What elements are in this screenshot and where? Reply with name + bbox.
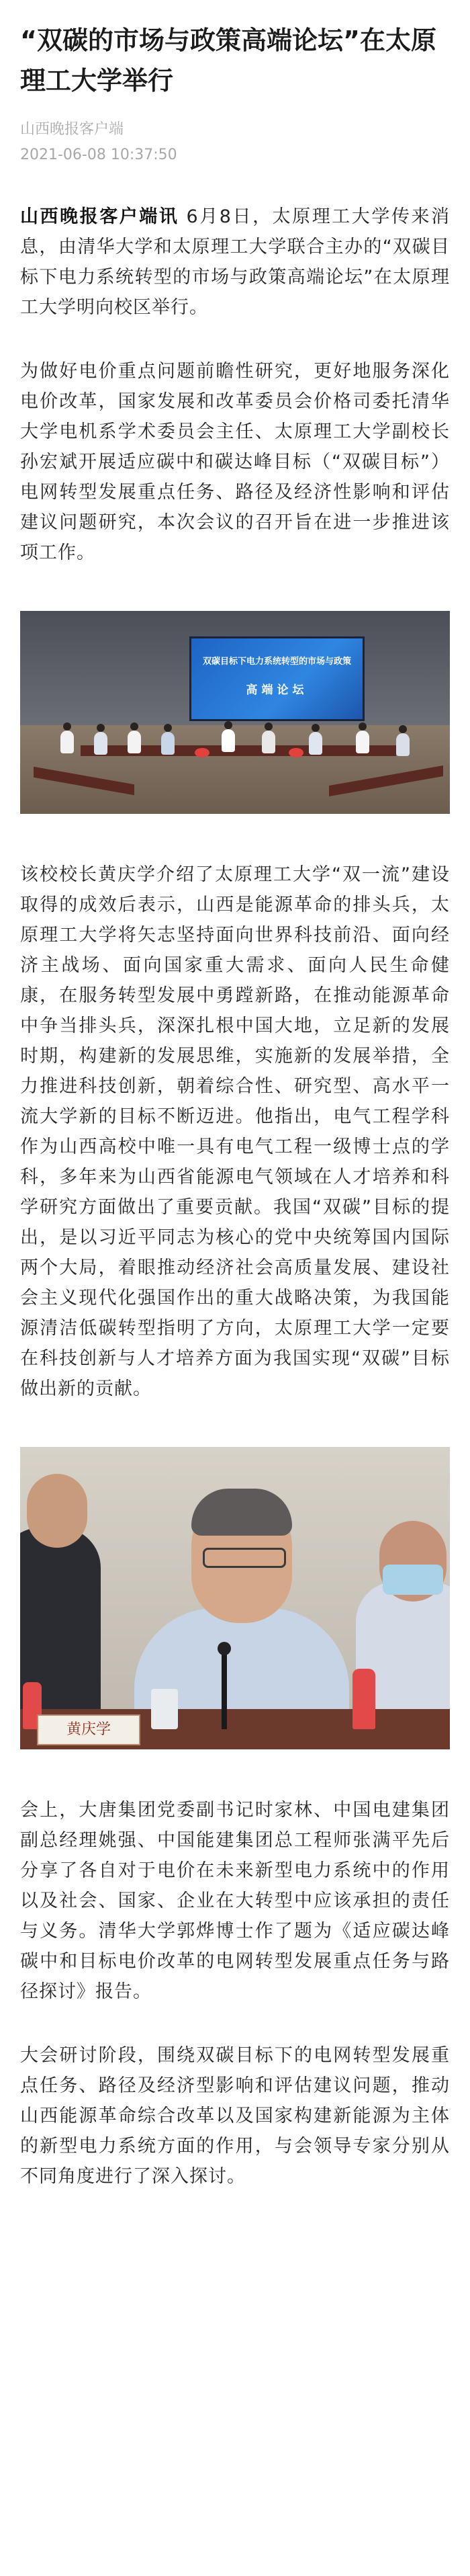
paragraph-1-text: 6月8日，太原理工大学传来消息，由清华大学和太原理工大学联合主办的“双碳目标下电力系统转型的市场与政策高端论坛”在太原理工大学明向校区举行。 [20, 206, 450, 318]
attendee-head [399, 725, 407, 733]
attendee [222, 729, 235, 752]
screen-title: 双碳目标下电力系统转型的市场与政策 [202, 657, 351, 667]
attendee [309, 732, 322, 755]
paragraph-2: 为做好电价重点问题前瞻性研究，更好地服务深化电价改革，国家发展和改革委员会价格司委托清华大学电机系学术委员会主任、太原理工大学副校长孙宏斌开展适应碳中和碳达峰目标（“双碳目标”）电网转型发展重点任务、路径及经济性影响和评估建议问题研究，本次会议的召开旨在进一步推进该项工作。 [20, 361, 450, 563]
article-header [0, 0, 470, 165]
water-bottle [352, 1669, 375, 1729]
microphone-stand [222, 1649, 227, 1729]
article-title: “双碳的市场与政策高端论坛”在太原理工大学举行 [20, 26, 436, 95]
paragraph-3: 该校校长黄庆学介绍了太原理工大学“双一流”建设取得的成效后表示，山西是能源革命的排头兵，太原理工大学将矢志坚持面向世界科技前沿、面向经济主战场、面向国家重大需求、面向人民生命健康，在服务转型发展中勇蹚新路，在推动能源革命中争当排头兵，深深扎根中国大地，立足新的发展时期，构建新的发展思维，实施新的发展举措，全力推进科技创新，朝着综合性、研究型、高水平一流大学新的目标不断迈进。他指出，电气工程学科作为山西高校中唯一具有电气工程一级博士点的学科，多年来为山西省能源电气领域在人才培养和科学研究方面做出了重要贡献。我国“双碳”目标的提出，是以习近平同志为核心的党中央统筹国内国际两个大局，着眼推动经济社会高质量发展、建设社会主义现代化强国作出的重大战略决策，为我国能源清洁低碳转型指明了方向，太原理工大学一定要在科技创新与人才培养方面为我国实现“双碳”目标做出新的贡献。 [20, 864, 450, 1399]
attendee-head [312, 724, 320, 732]
attendee [356, 731, 369, 753]
speaker-hair [191, 1489, 292, 1536]
attendee [94, 732, 107, 755]
hall-floor [20, 725, 450, 814]
tea-cup [151, 1689, 178, 1729]
attendee-head [130, 722, 138, 731]
speaker-glasses [203, 1548, 286, 1568]
paragraph-lead: 山西晚报客户端讯 [20, 206, 179, 227]
attendee-head [63, 722, 71, 731]
attendee [396, 733, 410, 756]
forum-hall-photo[interactable] [20, 611, 450, 814]
attendee-head [265, 722, 273, 731]
attendee [161, 732, 175, 755]
microphone-icon [218, 1642, 231, 1655]
hall-display-screen [189, 636, 365, 721]
attendee-left-head [27, 1474, 87, 1548]
paragraph-5: 大会研讨阶段，围绕双碳目标下的电网转型发展重点任务、路径及经济型影响和评估建议问题，推动山西能源革命综合改革以及国家构建新能源为主体的新型电力系统方面的作用，与会领导专家分别从不同角度进行了深入探讨。 [20, 2045, 450, 2187]
speaker-photo[interactable] [20, 1447, 450, 1749]
attendee-head [97, 724, 105, 732]
article-source[interactable]: 山西晚报客户端 [20, 121, 124, 138]
attendee [128, 731, 141, 753]
screen-subtitle: 高端论坛 [246, 683, 308, 697]
speaker-nameplate: 黄庆学 [37, 1714, 140, 1745]
attendee-head [224, 721, 232, 729]
paragraph-1 [20, 202, 450, 323]
attendee [60, 731, 74, 753]
article-body [0, 165, 470, 2192]
attendee-head [164, 724, 172, 732]
flower-decoration [289, 748, 303, 757]
attendee-head [359, 722, 367, 731]
face-mask [383, 1565, 443, 1595]
article-time: 2021-06-08 10:37:50 [20, 147, 177, 163]
flower-decoration [195, 748, 209, 757]
paragraph-4: 会上，大唐集团党委副书记时家林、中国电建集团副总经理姚强、中国能建集团总工程师张满平先后分享了各自对于电价在未来新型电力系统中的作用以及社会、国家、企业在大转型中应该承担的责任与义务。清华大学郭烨博士作了题为《适应碳达峰碳中和目标电价改革的电网转型发展重点任务与路径探讨》报告。 [20, 1800, 450, 2002]
attendee [262, 731, 275, 753]
